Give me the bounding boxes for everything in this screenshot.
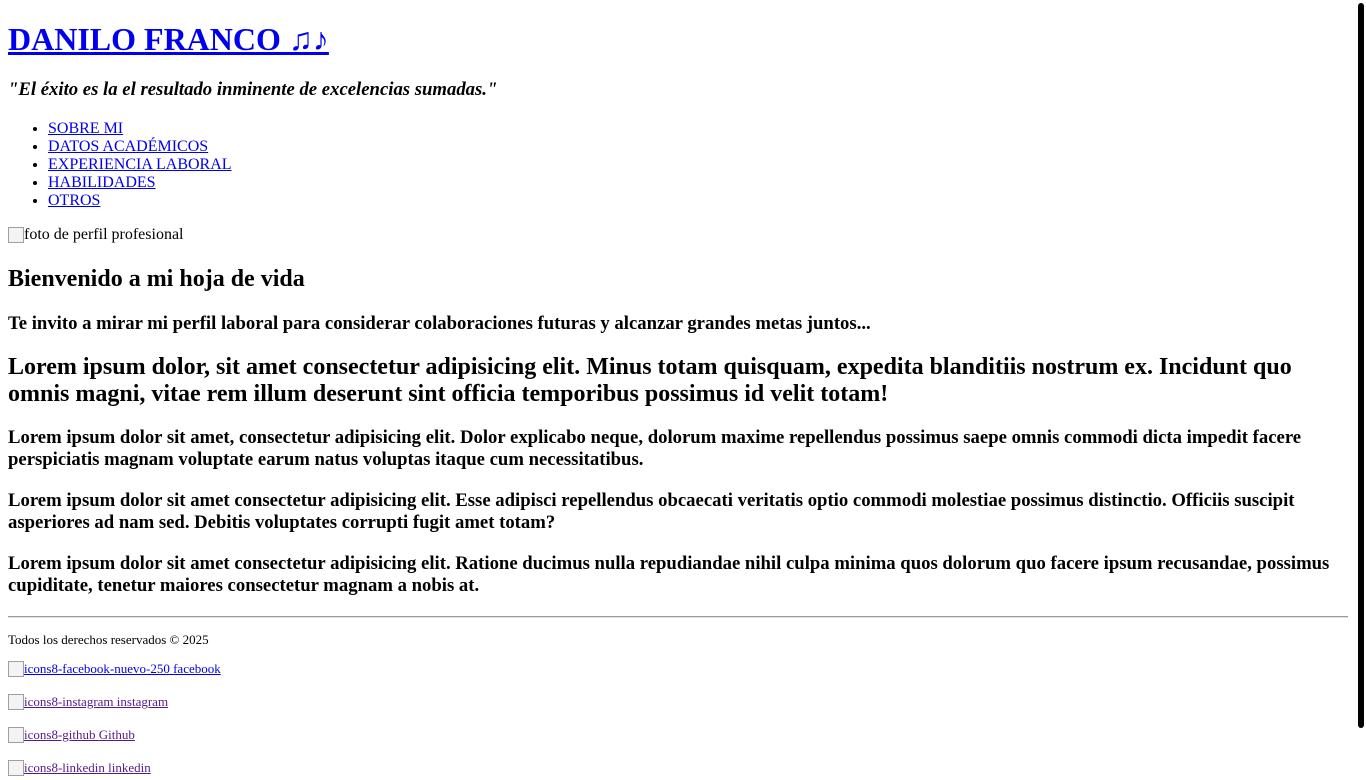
social-link-instagram[interactable] xyxy=(8,694,168,710)
copyright-text: Todos los derechos reservados © 2025 xyxy=(8,632,209,647)
welcome-heading: Bienvenido a mi hoja de vida xyxy=(8,266,305,292)
nav-item-otros xyxy=(48,192,1348,210)
nav-link-datos-academicos[interactable]: DATOS ACADÉMICOS xyxy=(48,138,209,155)
profile-photo-alt: foto de perfil profesional xyxy=(24,226,184,243)
broken-image-icon xyxy=(8,227,24,243)
nav-item-sobre-mi xyxy=(48,120,1348,138)
site-title-link[interactable]: DANILO FRANCO ♫♪ xyxy=(8,21,329,57)
social-link-github[interactable] xyxy=(8,727,135,743)
paragraph: Lorem ipsum dolor sit amet, consectetur adipisicing elit. Dolor explicabo neque, dolorum maxime repellendus possimus saepe omnis commodi dicta impedit facere perspiciatis magnam voluptate earum natus voluptas itaque cum necessitatibus. xyxy=(8,427,1302,470)
paragraph: Lorem ipsum dolor sit amet consectetur adipisicing elit. Ratione ducimus nulla repudiandae nihil culpa minima quos dolorum quo facere ipsum recusandae, possimus cupiditate, tenetur maiores consectetur magnam a nobis at. xyxy=(8,553,1330,596)
facebook-icon-alt: icons8-facebook-nuevo-250 xyxy=(24,661,170,676)
social-link-linkedin[interactable] xyxy=(8,760,151,776)
github-label: Github xyxy=(98,727,135,742)
github-icon xyxy=(8,727,24,743)
instagram-icon xyxy=(8,694,24,710)
nav-link-otros[interactable]: OTROS xyxy=(48,192,101,209)
instagram-label: instagram xyxy=(116,694,169,709)
linkedin-icon-alt: icons8-linkedin xyxy=(24,760,105,775)
nav-item-datos-academicos xyxy=(48,138,1348,156)
social-link-linkedin-row xyxy=(8,760,1348,780)
social-link-facebook-row xyxy=(8,661,1348,681)
footer-divider xyxy=(8,616,1348,618)
github-icon-alt: icons8-github xyxy=(24,727,96,742)
nav-item-habilidades xyxy=(48,174,1348,192)
nav-item-experiencia-laboral xyxy=(48,156,1348,174)
profile-photo xyxy=(8,226,1348,244)
site-title xyxy=(8,21,1348,58)
social-link-instagram-row xyxy=(8,694,1348,714)
invite-text: Te invito a mirar mi perfil laboral para considerar colaboraciones futuras y alcanzar grandes metas juntos... xyxy=(8,313,871,334)
main-nav xyxy=(8,120,1348,210)
nav-link-sobre-mi[interactable]: SOBRE MI xyxy=(48,120,124,137)
paragraph: Lorem ipsum dolor sit amet consectetur adipisicing elit. Esse adipisci repellendus obcaecati veritatis optio commodi molestiae possimus distinctio. Officiis suscipit asperiores ad nam sed. Debitis voluptates corrupti fugit amet totam? xyxy=(8,490,1295,533)
instagram-icon-alt: icons8-instagram xyxy=(24,694,114,709)
page xyxy=(8,0,1348,780)
vertical-scrollbar[interactable] xyxy=(1358,3,1364,728)
linkedin-label: linkedin xyxy=(108,760,151,775)
nav-link-habilidades[interactable]: HABILIDADES xyxy=(48,174,156,191)
slogan: "El éxito es la el resultado inminente de excelencias sumadas." xyxy=(8,79,498,100)
facebook-label: facebook xyxy=(173,661,221,676)
facebook-icon xyxy=(8,661,24,677)
intro-text: Lorem ipsum dolor, sit amet consectetur adipisicing elit. Minus totam quisquam, expedita blanditiis nostrum ex. Incidunt quo omnis magni, vitae rem illum deserunt sint officia temporibus possimus id velit totam! xyxy=(8,354,1292,407)
linkedin-icon xyxy=(8,760,24,776)
nav-link-experiencia-laboral[interactable]: EXPERIENCIA LABORAL xyxy=(48,156,232,173)
social-link-facebook[interactable] xyxy=(8,661,221,677)
social-link-github-row xyxy=(8,727,1348,747)
